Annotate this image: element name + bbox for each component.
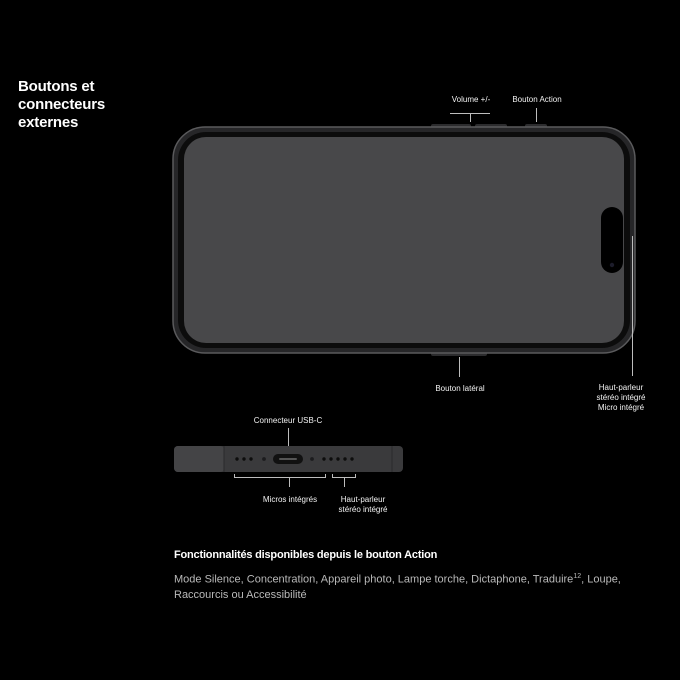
features-text-end: , Loupe, Raccourcis ou Accessibilité: [174, 573, 621, 601]
screw-hole: [310, 457, 314, 461]
speaker-hole: [329, 457, 332, 460]
label-action-button: Bouton Action: [512, 95, 562, 104]
section-title-line-2: connecteurs: [18, 96, 105, 113]
callout-speaker-bottom-end-right: [355, 474, 356, 478]
label-speaker-bottom-line-2: stéréo intégré: [338, 505, 388, 514]
screw-hole: [262, 457, 266, 461]
footnote-marker[interactable]: 12: [573, 573, 582, 580]
label-side-button: Bouton latéral: [435, 384, 485, 393]
label-speaker-line-3: Micro intégré: [597, 403, 645, 412]
label-speaker-line-1: Haut-parleur: [598, 383, 644, 392]
section-title-line-1: Boutons et: [18, 78, 95, 95]
speaker-hole: [343, 457, 346, 460]
mic-hole: [235, 457, 238, 460]
speaker-hole: [322, 457, 325, 460]
mic-hole: [242, 457, 245, 460]
callout-mics-bracket: [234, 477, 326, 478]
speaker-hole: [350, 457, 353, 460]
label-speaker-bottom-line-1: Haut-parleur: [340, 495, 386, 504]
bottom-edge-left-band: [174, 446, 224, 472]
label-volume: Volume +/-: [451, 95, 491, 104]
mic-hole: [249, 457, 252, 460]
features-heading: Fonctionnalités disponibles depuis le bouton Action: [174, 549, 438, 561]
callout-speaker-bottom-end-left: [332, 474, 333, 478]
label-usb-c: Connecteur USB-C: [253, 416, 323, 425]
label-speaker-bottom: [328, 495, 398, 515]
features-text: [174, 569, 644, 603]
callout-mics-end-right: [325, 474, 326, 478]
label-speaker-line-2: stéréo intégré: [596, 393, 646, 402]
callout-mics-end-left: [234, 474, 235, 478]
speaker-hole: [336, 457, 339, 460]
callout-mics-stem: [289, 477, 290, 487]
features-text-start: Mode Silence, Concentration, Appareil photo, Lampe torche, Dictaphone, Traduire: [174, 573, 574, 586]
callout-speaker-bottom-stem: [344, 477, 345, 487]
section-title-line-3: externes: [18, 114, 79, 131]
label-mics: Micros intégrés: [262, 495, 318, 504]
